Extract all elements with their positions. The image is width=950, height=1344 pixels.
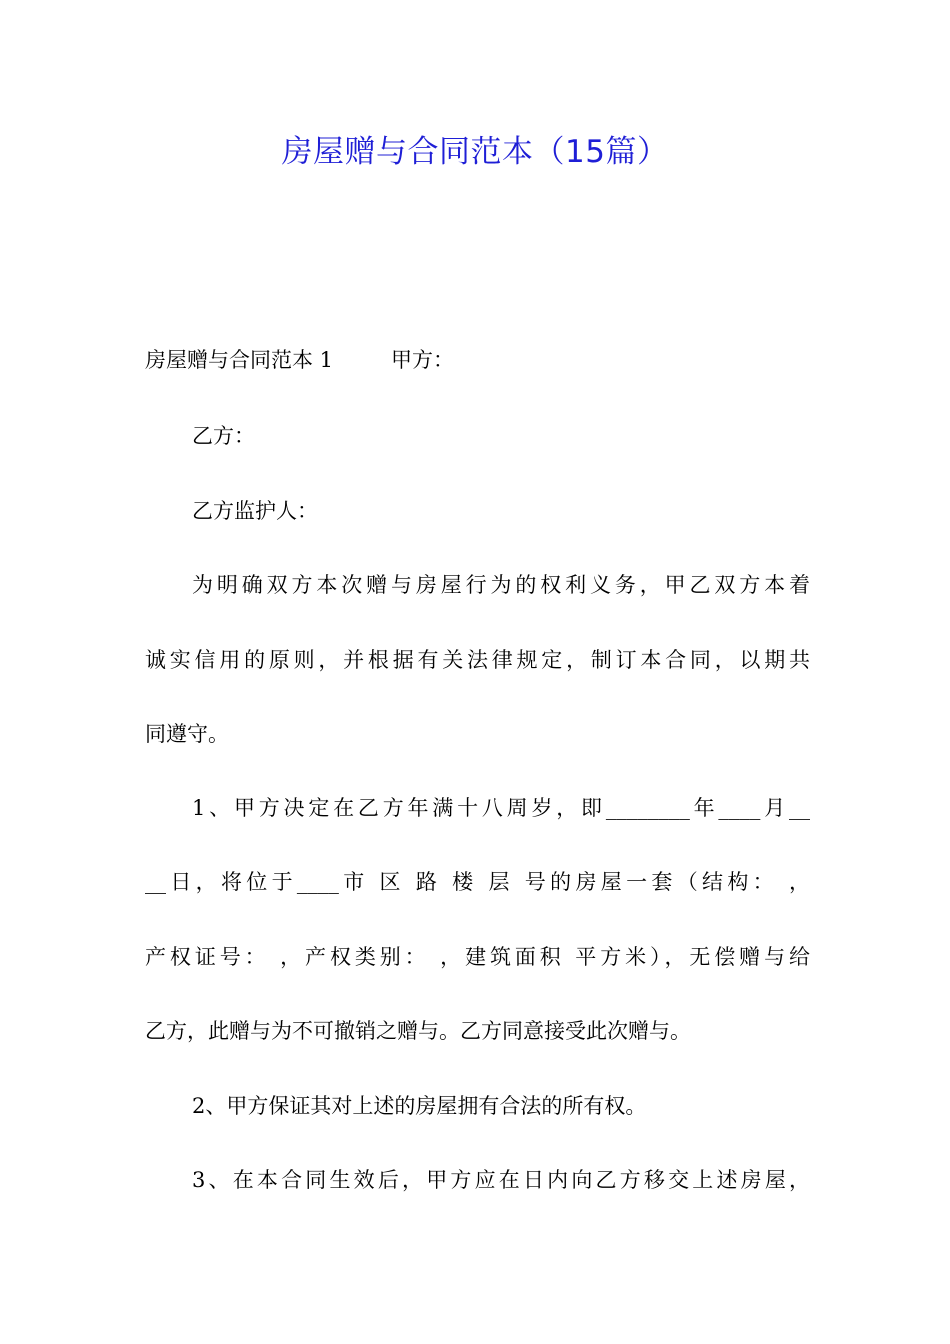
clause1-line-1: 1、甲方决定在乙方年满十八周岁，即________年____月__	[192, 796, 810, 820]
intro-line-3: 同遵守。	[145, 722, 229, 746]
party-a-label: 甲方：	[391, 348, 455, 372]
heading-row	[145, 345, 810, 375]
clause1-line-4: 乙方，此赠与为不可撤销之赠与。乙方同意接受此次赠与。	[145, 1019, 691, 1043]
intro-line-1: 为明确双方本次赠与房屋行为的权利义务，甲乙双方本着	[192, 573, 810, 597]
document-title: 房屋赠与合同范本（15篇）	[281, 134, 669, 170]
party-b-label: 乙方：	[192, 424, 255, 448]
clause3-line-1: 3、在本合同生效后，甲方应在日内向乙方移交上述房屋，	[192, 1168, 810, 1192]
intro-line-2: 诚实信用的原则，并根据有关法律规定，制订本合同，以期共	[145, 648, 810, 672]
clause2-line: 2、甲方保证其对上述的房屋拥有合法的所有权。	[192, 1094, 647, 1118]
guardian-label: 乙方监护人：	[192, 499, 318, 523]
clause1-line-2: __日，将位于____市 区 路 楼 层 号的房屋一套（结构： ，	[145, 870, 810, 894]
section-heading: 房屋赠与合同范本 1	[145, 348, 334, 372]
clause1-line-3: 产权证号： ，产权类别： ，建筑面积 平方米），无偿赠与给	[145, 945, 810, 969]
